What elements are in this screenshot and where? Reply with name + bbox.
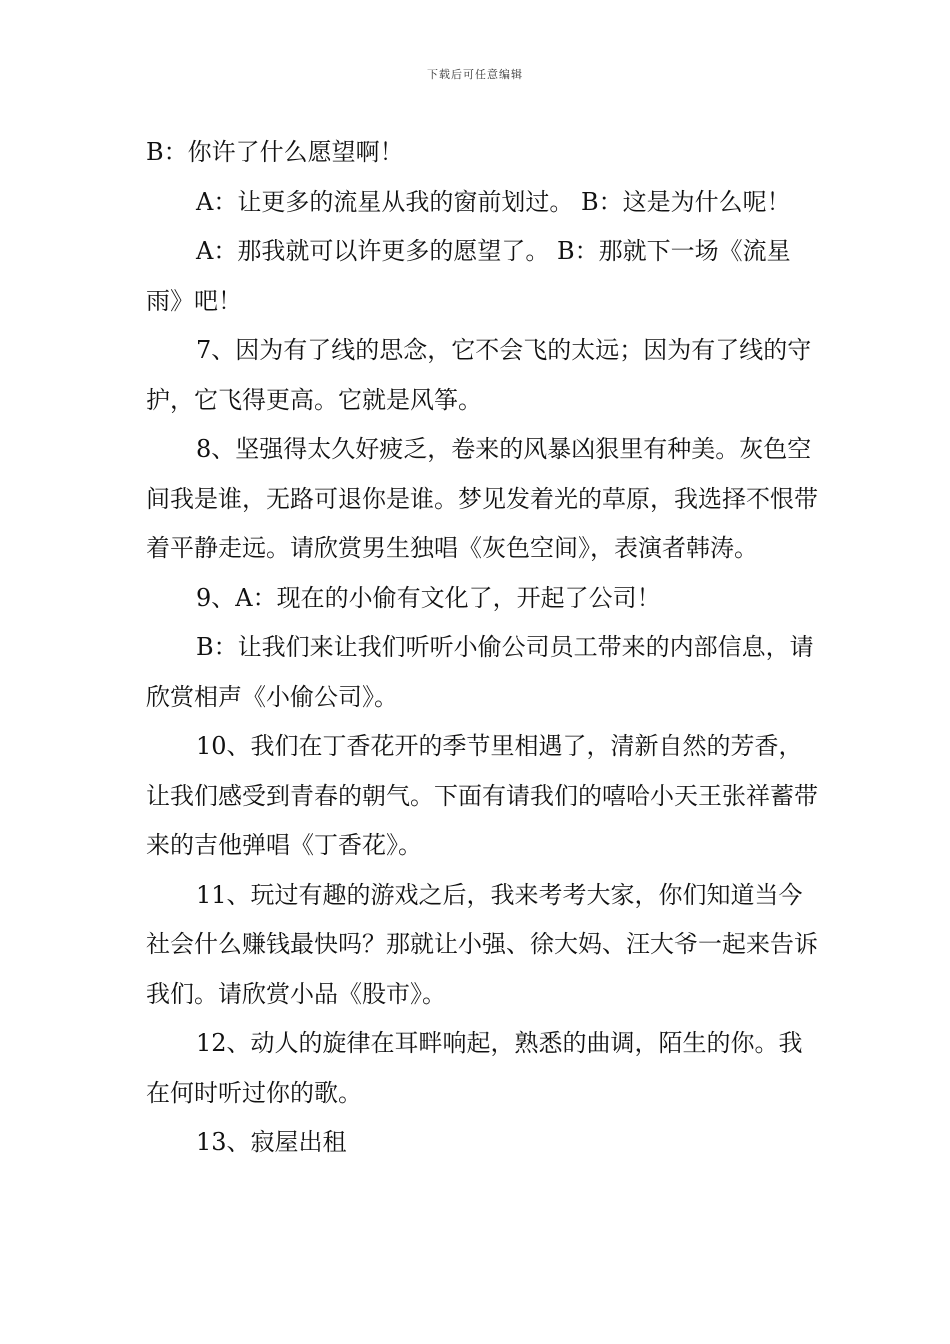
paragraph-6: 9、A：现在的小偷有文化了，开起了公司！: [196, 583, 661, 612]
document-body: [146, 128, 818, 1168]
paragraph-9: 11、玩过有趣的游戏之后，我来考考大家，你们知道当今社会什么赚钱最快吗？那就让小强、徐大妈、汪大爷一起来告诉我们。请欣赏小品《股市》。: [146, 880, 818, 1008]
page-header: 下载后可任意编辑: [427, 68, 523, 81]
paragraph-2: A：让更多的流星从我的窗前划过。 B：这是为什么呢！: [196, 187, 791, 216]
paragraph-1: B：你许了什么愿望啊！: [146, 138, 404, 166]
paragraph-8: 10、我们在丁香花开的季节里相遇了，清新自然的芳香，让我们感受到青春的朝气。下面有请我们的嘻哈小天王张祥蓄带来的吉他弹唱《丁香花》。: [146, 732, 818, 859]
paragraph-4: 7、因为有了线的思念，它不会飞的太远；因为有了线的守护，它飞得更高。它就是风筝。: [146, 336, 812, 414]
paragraph-10: 12、动人的旋律在耳畔响起，熟悉的曲调，陌生的你。我在何时听过你的歌。: [146, 1029, 803, 1107]
paragraph-5: 8、坚强得太久好疲乏，卷来的风暴凶狠里有种美。灰色空间我是谁，无路可退你是谁。梦见发着光的草原，我选择不恨带着平静走远。请欣赏男生独唱《灰色空间》，表演者韩涛。: [146, 435, 818, 562]
paragraph-3: A：那我就可以许更多的愿望了。 B：那就下一场《流星雨》吧！: [146, 237, 791, 315]
paragraph-7: B：让我们来让我们听听小偷公司员工带来的内部信息，请欣赏相声《小偷公司》。: [146, 633, 814, 711]
paragraph-11: 13、寂屋出租: [196, 1128, 347, 1156]
